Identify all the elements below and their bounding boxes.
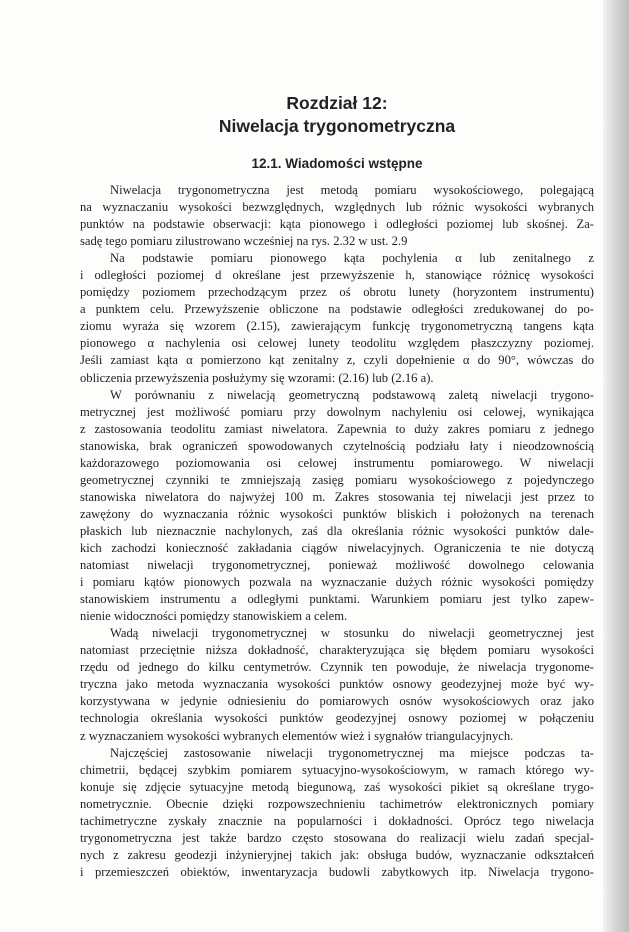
text-line: nych z zakresu geodezji inżynieryjnej takich jak: obsługa budów, wyznaczanie odkształceń (80, 847, 594, 862)
chapter-heading (80, 92, 594, 138)
page-gutter-shadow (603, 0, 629, 932)
text-line: kich zachodzi konieczność zakładania ciągów niwelacyjnych. Ograniczenia te nie dotyczą (80, 540, 594, 555)
text-line: korzystywana w jedynie odniesieniu do pomiarowych osnów wysokościowych oraz jako (80, 694, 594, 709)
page-content (80, 92, 594, 881)
text-line: Najczęściej zastosowanie niwelacji trygonometrycznej ma miejsce podczas ta- (110, 745, 594, 760)
text-line: stanowiska niwelatora do najwyżej 100 m. Zakres stosowania tej niwelacji jest przez to (80, 489, 594, 504)
text-line: sadę tego pomiaru zilustrowano wcześniej na rys. 2.32 w ust. 2.9 (80, 234, 408, 249)
text-line: geometrycznej czynniki te zmniejszają zasięg pomiaru wysokościowego z pojedynczego (80, 472, 594, 487)
text-line: Niwelacja trygonometryczna jest metodą pomiaru wysokościowego, polegającą (110, 183, 594, 197)
chapter-number: Rozdział 12: (286, 93, 388, 113)
text-line: i odległości poziomej d określane jest przewyższenie h, stanowiące różnicę wysokości (80, 268, 594, 283)
paragraph (80, 745, 594, 881)
text-line: W porównaniu z niwelacją geometryczną podstawową zaletą niwelacji trygono- (110, 387, 594, 402)
text-line: a punktem celu. Przewyższenie obliczone na podstawie odległości zredukowanej do po- (80, 302, 594, 317)
paragraph (80, 387, 594, 626)
body-text (80, 182, 594, 881)
text-line: natomiast przeciętnie niższa dokładność, charakteryzująca się błędem pomiaru wysokości (80, 643, 594, 658)
text-line: punktów na podstawie obserwacji: kąta pionowego i odległości poziomej lub skośnej. Za- (80, 217, 594, 232)
text-line: zawężony do wyznaczania różnic wysokości punktów bliskich i położonych na terenach (80, 506, 594, 521)
text-line: z wyznaczaniem wysokości wybranych elementów wież i sygnałów triangulacyjnych. (80, 728, 514, 743)
text-line: Jeśli zamiast kąta α pomierzono kąt zenitalny z, czyli dopełnienie α do 90°, wówczas do (80, 353, 594, 368)
text-line: pionowego α nachylenia osi celowej lunety teodolitu względem płaszczyzny poziomej. (80, 336, 594, 351)
text-line: nometrycznie. Obecnie dzięki rozpowszechnieniu tachimetrów elektronicznych pomiary (80, 796, 594, 811)
text-line: chimetrii, będącej szybkim pomiarem sytuacyjno-wysokościowym, w ramach którego wy- (80, 762, 594, 777)
text-line: trygonometryczna jest także bardzo często stosowana do realizacji wielu zadań specjal- (80, 830, 594, 845)
section-heading: 12.1. Wiadomości wstępne (251, 156, 423, 171)
paragraph (80, 182, 594, 250)
text-line: każdorazowego poziomowania osi celowej instrumentu pomiarowego. W niwelacji (80, 455, 594, 470)
text-line: płaskich lub nieznacznie nachylonych, zaś dla określania różnic wysokości punktów dale- (80, 523, 594, 538)
text-line: Wadą niwelacji trygonometrycznej w stosunku do niwelacji geometrycznej jest (110, 626, 594, 641)
text-line: nienie widoczności pomiędzy stanowiskiem a celem. (80, 609, 348, 624)
paragraph (80, 625, 594, 744)
text-line: tryczna jako metoda wyznaczania wysokości punktów osnowy geodezyjnej może być wy- (80, 677, 594, 692)
text-line: natomiast niwelacji trygonometrycznej, ponieważ możliwość dowolnego celowania (80, 558, 594, 573)
text-line: na wyznaczaniu wysokości bezwzględnych, względnych lub różnic wysokości wybranych (80, 200, 594, 215)
text-line: tachimetryczne zyskały znacznie na popularności i dokładności. Oprócz tego niwelacja (80, 813, 594, 828)
text-line: rzędu od jednego do kilku centymetrów. Czynnik ten powoduje, że niwelacja trygonome- (80, 660, 594, 675)
text-line: z zastosowania teodolitu zamiast niwelatora. Zapewnia to duży zakres pomiaru z jednego (80, 421, 594, 436)
text-line: konuje się zdjęcie sytuacyjne metodą biegunową, zaś wysokości pikiet są określane trygo- (80, 779, 594, 794)
text-line: Na podstawie pomiaru pionowego kąta pochylenia α lub zenitalnego z (110, 251, 594, 266)
text-line: obliczenia przewyższenia posłużymy się wzorami: (2.16) lub (2.16 a). (80, 370, 434, 385)
text-line: technologia określania wysokości punktów geodezyjnej osnowy poziomej w połączeniu (80, 711, 594, 726)
text-line: metrycznej jest możliwość pomiaru przy dowolnym nachyleniu osi celowej, wynikająca (80, 404, 594, 419)
text-line: ziomu wyraża się wzorem (2.15), zawierającym funkcję trygonometryczną tangens kąta (80, 319, 594, 334)
chapter-title: Niwelacja trygonometryczna (218, 116, 456, 136)
text-line: stanowiskiem instrumentu a odległymi punktami. Warunkiem pomiaru jest tylko zapew- (80, 592, 594, 607)
text-line: pomiędzy poziomem przechodzącym przez oś obrotu lunety (horyzontem instrumentu) (80, 285, 594, 300)
text-line: i przemieszczeń obiektów, inwentaryzacja budowli zabytkowych itp. Niwelacja trygono- (80, 864, 594, 879)
text-line: i pomiaru kątów pionowych pozwala na wyznaczanie dużych różnic wysokości pomiędzy (80, 575, 594, 590)
text-line: stanowiska, brak ograniczeń spowodowanych czytelnością podziału łaty i nieodzownością (80, 438, 594, 453)
paragraph (80, 250, 594, 386)
